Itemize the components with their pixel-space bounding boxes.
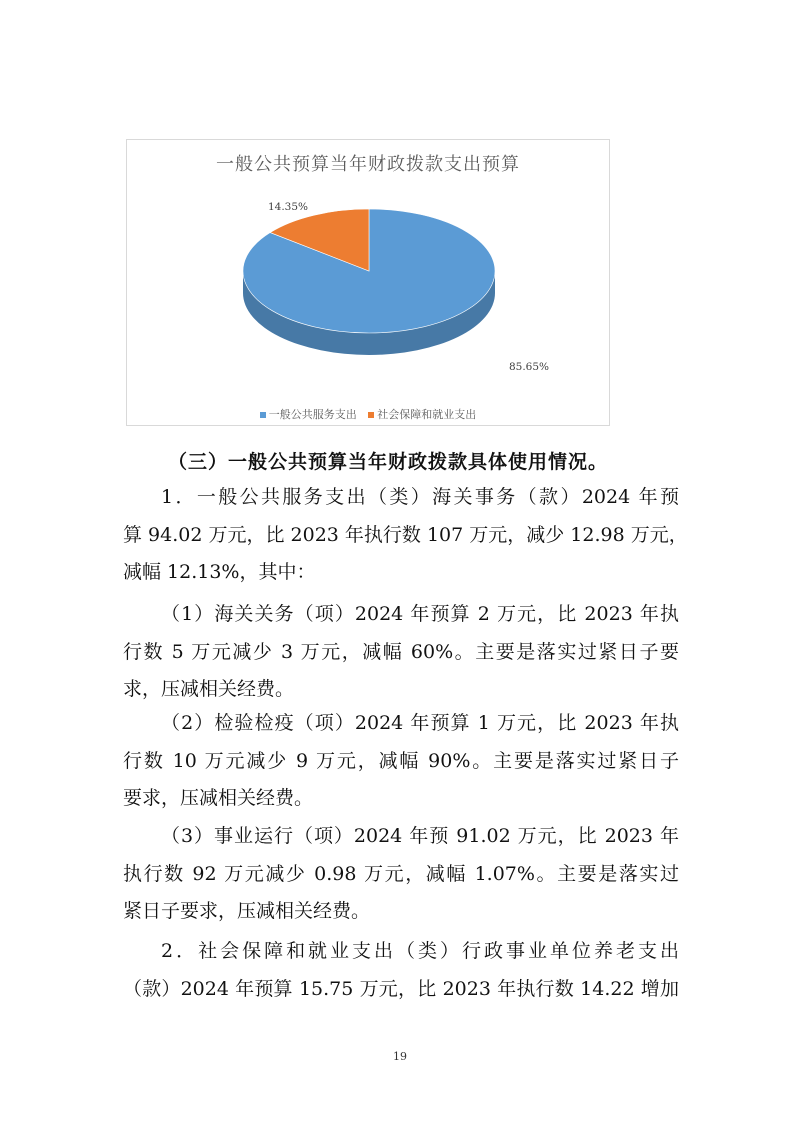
paragraph-line: 紧日子要求，压减相关经费。 [123, 900, 371, 923]
paragraph-line: 要求，压减相关经费。 [123, 787, 314, 810]
paragraph-4 [123, 818, 679, 931]
paragraph-line: （3）事业运行（项）2024 年预 91.02 万元，比 2023 年 [161, 825, 679, 847]
legend-swatch-social-security [368, 412, 374, 418]
paragraph-line: （1）海关关务（项）2024 年预算 2 万元，比 2023 年执 [161, 603, 679, 625]
pie-data-label-0: 85.65% [508, 361, 550, 373]
paragraph-line: 求，压减相关经费。 [123, 678, 295, 701]
pie-chart-svg [127, 140, 611, 427]
page-number: 19 [393, 1050, 407, 1063]
pie-chart [126, 139, 610, 426]
paragraph-5 [123, 933, 679, 1008]
paragraph-3 [123, 705, 679, 818]
legend-label-public-service: 一般公共服务支出 [268, 408, 357, 421]
paragraph-line: 1．一般公共服务支出（类）海关事务（款）2024 年预 [161, 486, 679, 508]
legend-item-public-service [260, 406, 357, 422]
paragraph-2 [123, 596, 679, 709]
legend-swatch-public-service [260, 412, 266, 418]
legend-label-social-security: 社会保障和就业支出 [377, 408, 477, 421]
paragraph-line: 执行数 92 万元减少 0.98 万元，减幅 1.07%。主要是落实过 [123, 862, 679, 885]
paragraph-line: 行数 5 万元减少 3 万元，减幅 60%。主要是落实过紧日子要 [123, 640, 679, 663]
legend-item-social-security [368, 406, 476, 422]
paragraph-line: 算 94.02 万元，比 2023 年执行数 107 万元，减少 12.98 万元， [123, 523, 688, 546]
chart-legend [127, 406, 609, 422]
paragraph-line: （2）检验检疫（项）2024 年预算 1 万元，比 2023 年执 [161, 712, 679, 734]
pie-data-label-1: 14.35% [267, 201, 309, 213]
paragraph-1 [123, 479, 688, 592]
chart-title: 一般公共预算当年财政拨款支出预算 [216, 154, 520, 175]
paragraph-line: 行数 10 万元减少 9 万元，减幅 90%。主要是落实过紧日子 [123, 749, 679, 772]
paragraph-line: 减幅 12.13%，其中： [123, 561, 316, 584]
section-heading: （三）一般公共预算当年财政拨款具体使用情况。 [168, 451, 609, 473]
paragraph-line: （款）2024 年预算 15.75 万元，比 2023 年执行数 14.22 增加 [123, 977, 679, 1000]
paragraph-line: 2．社会保障和就业支出（类）行政事业单位养老支出 [161, 940, 679, 962]
